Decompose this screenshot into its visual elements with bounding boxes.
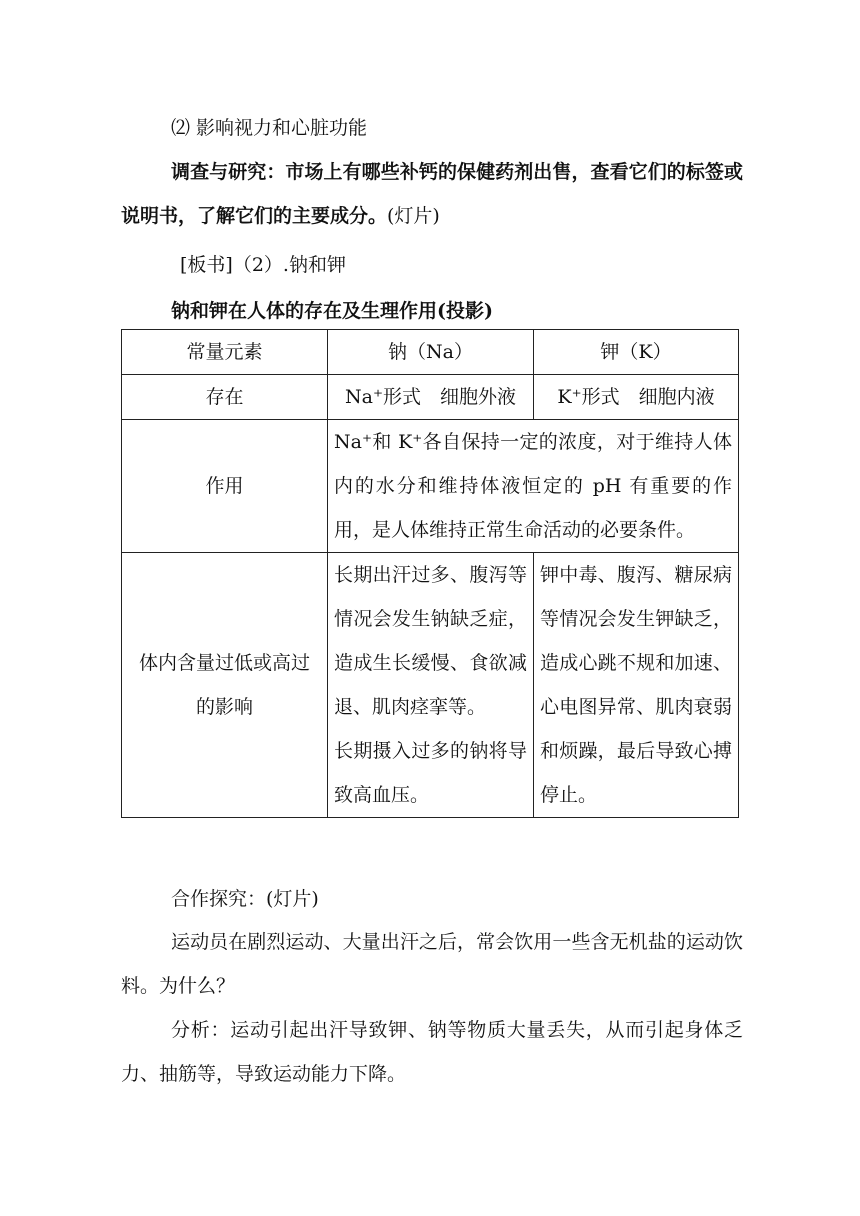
table-row-effect [122, 553, 739, 818]
effect-label: 体内含量过低或高过的影响 [122, 553, 328, 818]
function-text: Na⁺和 K⁺各自保持一定的浓度，对于维持人体内的水分和维持体液恒定的 pH 有重要的作用，是人体维持正常生命活动的必要条件。 [328, 420, 739, 553]
function-label: 作用 [122, 420, 328, 553]
table-row-existence [122, 375, 739, 420]
sodium-effect-excess: 长期摄入过多的钠将导致高血压。 [334, 740, 527, 806]
coop-analysis: 分析：运动引起出汗导致钾、钠等物质大量丢失，从而引起身体乏力、抽筋等，导致运动能力下降。 [121, 1019, 743, 1085]
coop-heading: 合作探究：(灯片) [171, 888, 319, 910]
research-paragraph [121, 150, 743, 238]
existence-label: 存在 [122, 375, 328, 420]
sodium-potassium-table [121, 329, 739, 818]
item-2-text: ⑵ 影响视力和心脏功能 [171, 117, 368, 139]
board-note: [板书]（2）.钠和钾 [180, 254, 346, 276]
potassium-effect: 钾中毒、腹泻、糖尿病等情况会发生钾缺乏，造成心跳不规和加速、心电图异常、肌肉衰弱和烦躁，最后导致心搏停止。 [534, 553, 739, 818]
research-note: (灯片) [387, 205, 440, 227]
header-sodium: 钠（Na） [328, 330, 534, 375]
table-header-row [122, 330, 739, 375]
table-row-function [122, 420, 739, 553]
sodium-effect-deficiency: 长期出汗过多、腹泻等情况会发生钠缺乏症，造成生长缓慢、食欲减退、肌肉痉挛等。 [334, 564, 527, 718]
table-title: 钠和钾在人体的存在及生理作用(投影) [171, 300, 493, 322]
potassium-existence: K⁺形式 细胞内液 [534, 375, 739, 420]
header-potassium: 钾（K） [534, 330, 739, 375]
coop-question: 运动员在剧烈运动、大量出汗之后，常会饮用一些含无机盐的运动饮料。为什么？ [121, 931, 743, 997]
sodium-effect-cell [328, 553, 534, 818]
sodium-existence: Na⁺形式 细胞外液 [328, 375, 534, 420]
research-bold-text: 调查与研究：市场上有哪些补钙的保健药剂出售，查看它们的标签或说明书，了解它们的主要成分。 [121, 161, 743, 227]
header-element: 常量元素 [122, 330, 328, 375]
